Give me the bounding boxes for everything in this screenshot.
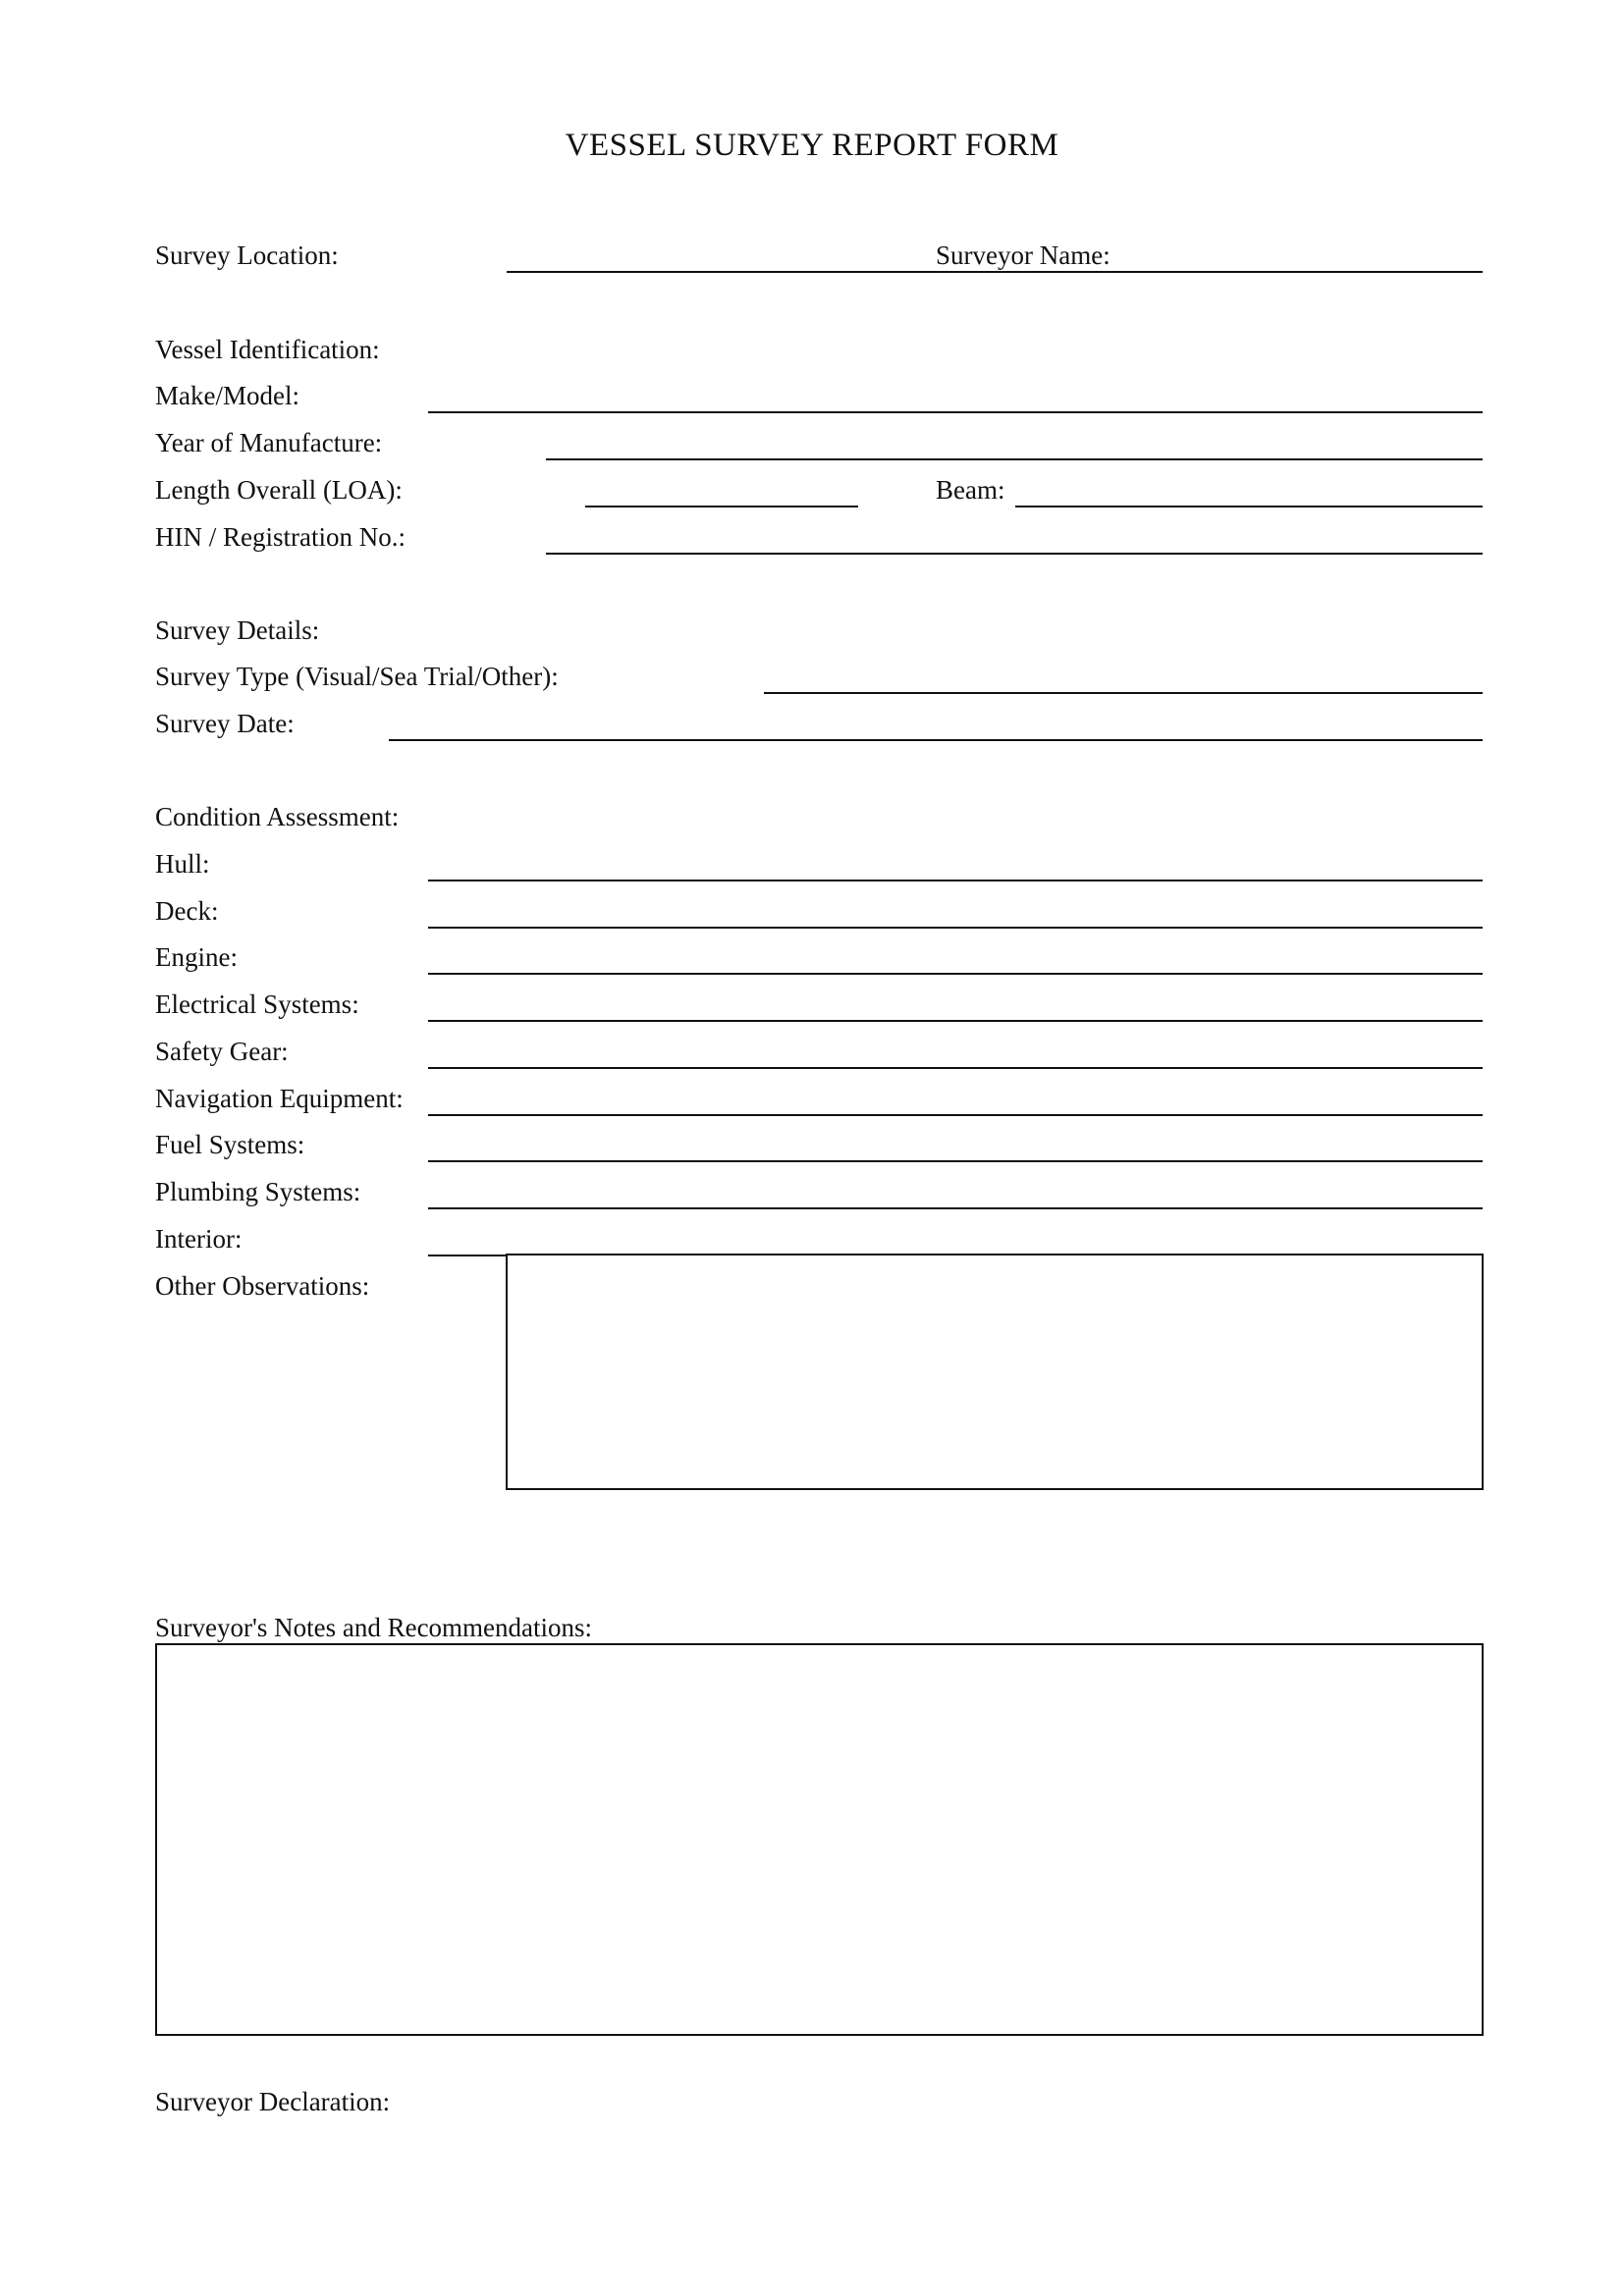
notes-label: Surveyor's Notes and Recommendations: xyxy=(155,1613,593,1642)
other-observations-box[interactable] xyxy=(506,1254,1484,1490)
form-title: VESSEL SURVEY REPORT FORM xyxy=(565,128,1059,163)
vessel-identification-heading: Vessel Identification: xyxy=(155,335,380,364)
make-model-field[interactable] xyxy=(428,411,1483,413)
deck-label: Deck: xyxy=(155,896,219,926)
beam-label: Beam: xyxy=(936,475,1005,505)
hull-field[interactable] xyxy=(428,880,1483,881)
length-overall-label: Length Overall (LOA): xyxy=(155,475,403,505)
surveyor-name-label: Surveyor Name: xyxy=(936,240,1110,270)
fuel-systems-field[interactable] xyxy=(428,1160,1483,1162)
survey-location-label: Survey Location: xyxy=(155,240,339,270)
condition-assessment-heading: Condition Assessment: xyxy=(155,802,400,831)
survey-type-field[interactable] xyxy=(764,692,1483,694)
survey-type-label: Survey Type (Visual/Sea Trial/Other): xyxy=(155,662,559,691)
beam-field[interactable] xyxy=(1015,506,1483,507)
navigation-equipment-label: Navigation Equipment: xyxy=(155,1084,404,1113)
electrical-systems-field[interactable] xyxy=(428,1020,1483,1022)
safety-gear-label: Safety Gear: xyxy=(155,1037,289,1066)
year-of-manufacture-field[interactable] xyxy=(546,458,1483,460)
plumbing-systems-label: Plumbing Systems: xyxy=(155,1177,361,1206)
navigation-equipment-field[interactable] xyxy=(428,1114,1483,1116)
interior-field[interactable] xyxy=(428,1255,507,1256)
engine-field[interactable] xyxy=(428,973,1483,975)
electrical-systems-label: Electrical Systems: xyxy=(155,989,359,1019)
make-model-label: Make/Model: xyxy=(155,381,299,410)
survey-location-field[interactable] xyxy=(507,271,1483,273)
survey-date-field[interactable] xyxy=(389,739,1483,741)
length-overall-field[interactable] xyxy=(585,506,858,507)
notes-box[interactable] xyxy=(155,1643,1484,2036)
survey-details-heading: Survey Details: xyxy=(155,615,320,645)
safety-gear-field[interactable] xyxy=(428,1067,1483,1069)
surveyor-declaration-label: Surveyor Declaration: xyxy=(155,2087,391,2116)
hull-label: Hull: xyxy=(155,849,210,879)
engine-label: Engine: xyxy=(155,942,238,972)
interior-label: Interior: xyxy=(155,1224,243,1254)
hin-registration-label: HIN / Registration No.: xyxy=(155,522,406,552)
fuel-systems-label: Fuel Systems: xyxy=(155,1130,305,1159)
hin-registration-field[interactable] xyxy=(546,553,1483,555)
deck-field[interactable] xyxy=(428,927,1483,929)
plumbing-systems-field[interactable] xyxy=(428,1207,1483,1209)
year-of-manufacture-label: Year of Manufacture: xyxy=(155,428,383,457)
other-observations-label: Other Observations: xyxy=(155,1271,370,1301)
survey-date-label: Survey Date: xyxy=(155,709,295,738)
